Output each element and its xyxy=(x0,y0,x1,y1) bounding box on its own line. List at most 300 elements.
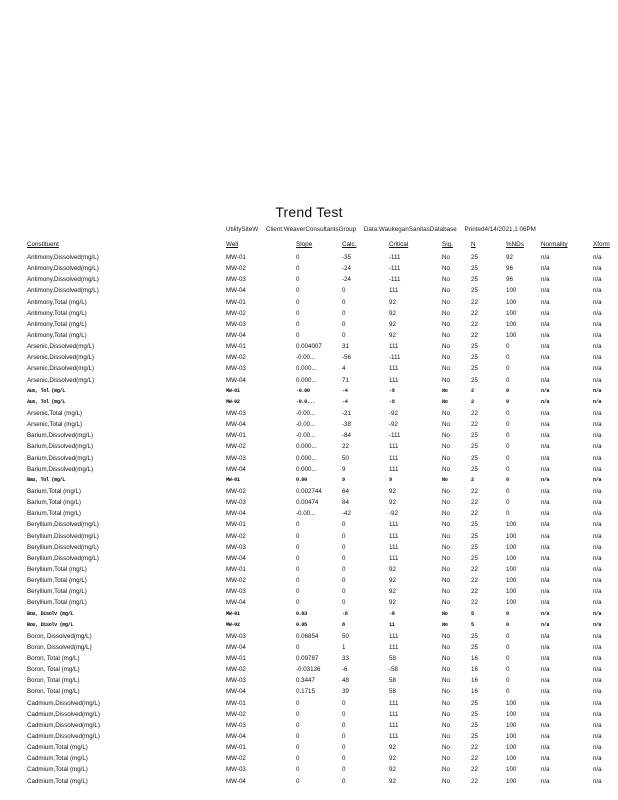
cell-well: MW-03 xyxy=(226,766,246,774)
cell-well: MW-04 xyxy=(226,554,246,562)
cell-critical: 92 xyxy=(389,298,396,306)
cell-calc: 0 xyxy=(342,733,346,741)
table-header xyxy=(0,241,618,251)
table-row xyxy=(0,363,618,374)
table-row xyxy=(0,508,618,519)
cell-well: MW-03 xyxy=(226,365,246,373)
cell-normality: n/a xyxy=(541,320,550,328)
cell-constituent: Beryllium,Dissolved(mg/L) xyxy=(27,532,99,540)
cell-well: MW-01 xyxy=(226,655,246,663)
column-header-pct-nds: %NDs xyxy=(506,241,524,248)
cell-calc: 64 xyxy=(342,487,349,495)
cell-calc: 0 xyxy=(342,309,346,317)
cell-sig: No xyxy=(442,554,450,562)
cell-critical: 58 xyxy=(389,655,396,663)
cell-sig: No xyxy=(442,432,450,440)
cell-critical: 92 xyxy=(389,565,396,573)
cell-pct-nds: 100 xyxy=(506,577,517,585)
table-row xyxy=(0,330,618,341)
cell-constituent: Aus, Tol (mg/L xyxy=(27,398,65,405)
cell-slope: -0.00... xyxy=(296,421,316,429)
cell-calc: 50 xyxy=(342,632,349,640)
cell-constituent: Cadmium,Dissolved(mg/L) xyxy=(27,699,100,707)
cell-critical: 58 xyxy=(389,688,396,696)
cell-critical: 92 xyxy=(389,320,396,328)
cell-sig: No xyxy=(442,655,450,663)
cell-well: MW-04 xyxy=(226,331,246,339)
cell-constituent: Beryllium,Dissolved(mg/L) xyxy=(27,521,99,529)
cell-slope: 0.09787 xyxy=(296,655,319,663)
cell-xform: n/a xyxy=(593,655,602,663)
cell-xform: n/a xyxy=(593,254,602,261)
cell-critical: -9 xyxy=(389,398,395,405)
cell-xform: n/a xyxy=(593,465,602,473)
cell-constituent: Cadmium,Total (mg/L) xyxy=(27,766,88,774)
cell-calc: 0 xyxy=(342,577,346,585)
cell-n: 25 xyxy=(471,343,478,351)
cell-sig: No xyxy=(442,443,450,451)
cell-n: 22 xyxy=(471,577,478,585)
cell-slope: 0.1715 xyxy=(296,688,315,696)
table-row xyxy=(0,408,618,419)
cell-normality: n/a xyxy=(541,298,550,306)
cell-critical: 111 xyxy=(389,532,399,540)
cell-critical: 92 xyxy=(389,766,396,774)
cell-well: MW-04 xyxy=(226,733,246,741)
cell-xform: n/a xyxy=(593,766,602,774)
cell-pct-nds: 100 xyxy=(506,733,517,741)
table-row xyxy=(0,664,618,675)
cell-constituent: Cadmium,Total (mg/L) xyxy=(27,777,88,785)
cell-calc: 0 xyxy=(342,710,346,718)
column-header-well: Well xyxy=(226,241,239,248)
cell-sig: No xyxy=(442,766,450,774)
cell-sig: No xyxy=(442,532,450,540)
cell-sig: No xyxy=(442,621,448,628)
cell-well: MW-03 xyxy=(226,588,246,596)
cell-calc: -56 xyxy=(342,354,351,362)
cell-pct-nds: 0 xyxy=(506,621,509,628)
report-title: Trend Test xyxy=(275,204,343,220)
cell-critical: 111 xyxy=(389,343,399,351)
cell-constituent: Beryllium,Total (mg/L) xyxy=(27,577,87,585)
cell-slope: 0 xyxy=(296,254,300,261)
cell-well: MW-01 xyxy=(226,565,246,573)
cell-slope: 0.000... xyxy=(296,365,317,373)
cell-slope: 0.00474 xyxy=(296,499,319,507)
cell-critical: 111 xyxy=(389,376,399,384)
column-header-slope: Slope xyxy=(296,241,313,248)
cell-n: 25 xyxy=(471,265,478,273)
cell-calc: -84 xyxy=(342,432,351,440)
cell-sig: No xyxy=(442,287,450,295)
cell-sig: No xyxy=(442,354,450,362)
cell-pct-nds: 100 xyxy=(506,554,517,562)
cell-calc: -38 xyxy=(342,421,351,429)
cell-calc: 0 xyxy=(342,298,346,306)
cell-xform: n/a xyxy=(593,432,602,440)
cell-normality: n/a xyxy=(541,610,550,617)
cell-constituent: Arsenic,Dissolved(mg/L) xyxy=(27,365,95,373)
table-row xyxy=(0,519,618,530)
cell-normality: n/a xyxy=(541,276,550,284)
cell-sig: No xyxy=(442,599,450,607)
cell-normality: n/a xyxy=(541,398,550,405)
cell-normality: n/a xyxy=(541,499,550,507)
cell-critical: 9 xyxy=(389,476,392,483)
cell-slope: 0.002744 xyxy=(296,487,322,495)
cell-constituent: Beryllium,Dissolved(mg/L) xyxy=(27,554,99,562)
cell-normality: n/a xyxy=(541,265,550,273)
cell-pct-nds: 0 xyxy=(506,677,510,685)
cell-sig: No xyxy=(442,666,450,674)
cell-critical: 111 xyxy=(389,710,399,718)
cell-n: 25 xyxy=(471,465,478,473)
cell-critical: 111 xyxy=(389,699,399,707)
cell-calc: 0 xyxy=(342,721,346,729)
cell-calc: -4 xyxy=(342,398,348,405)
cell-critical: 111 xyxy=(389,554,399,562)
cell-calc: 0 xyxy=(342,287,346,295)
cell-xform: n/a xyxy=(593,454,602,462)
cell-pct-nds: 0 xyxy=(506,499,510,507)
cell-calc: 33 xyxy=(342,655,349,663)
cell-constituent: Antimony,Dissolved(mg/L) xyxy=(27,276,99,284)
cell-sig: No xyxy=(442,298,450,306)
cell-sig: No xyxy=(442,643,450,651)
cell-normality: n/a xyxy=(541,454,550,462)
cell-slope: -0.03136 xyxy=(296,666,321,674)
cell-constituent: Barium,Dissolved(mg/L) xyxy=(27,465,94,473)
cell-well: MW-02 xyxy=(226,443,246,451)
cell-normality: n/a xyxy=(541,354,550,362)
cell-critical: 111 xyxy=(389,521,399,529)
cell-pct-nds: 0 xyxy=(506,655,510,663)
cell-sig: No xyxy=(442,265,450,273)
cell-slope: -0.00... xyxy=(296,409,316,417)
cell-calc: 1 xyxy=(342,643,346,651)
cell-pct-nds: 0 xyxy=(506,387,509,394)
cell-constituent: Arsenic,Dissolved(mg/L) xyxy=(27,343,95,351)
cell-constituent: Arsenic,Dissolved(mg/L) xyxy=(27,354,95,362)
cell-xform: n/a xyxy=(593,677,602,685)
cell-n: 2 xyxy=(471,398,474,405)
cell-pct-nds: 0 xyxy=(506,421,510,429)
cell-constituent: Antimony,Dissolved(mg/L) xyxy=(27,265,99,273)
cell-sig: No xyxy=(442,677,450,685)
cell-n: 25 xyxy=(471,287,478,295)
cell-constituent: Beryllium,Dissolved(mg/L) xyxy=(27,543,99,551)
cell-xform: n/a xyxy=(593,543,602,551)
cell-n: 5 xyxy=(471,610,474,617)
cell-pct-nds: 100 xyxy=(506,777,517,785)
cell-calc: 39 xyxy=(342,688,349,696)
cell-slope: 0 xyxy=(296,733,300,741)
cell-xform: n/a xyxy=(593,588,602,596)
cell-slope: 0 xyxy=(296,588,300,596)
cell-well: MW-03 xyxy=(226,721,246,729)
cell-critical: 111 xyxy=(389,365,399,373)
cell-sig: No xyxy=(442,577,450,585)
cell-n: 22 xyxy=(471,755,478,763)
cell-constituent: Cadmium,Total (mg/L) xyxy=(27,744,88,752)
cell-xform: n/a xyxy=(593,632,602,640)
cell-n: 22 xyxy=(471,599,478,607)
table-row xyxy=(0,753,618,764)
cell-sig: No xyxy=(442,343,450,351)
cell-slope: 0 xyxy=(296,320,300,328)
cell-xform: n/a xyxy=(593,409,602,417)
cell-calc: 50 xyxy=(342,454,349,462)
cell-constituent: Boron, Total (mg/L) xyxy=(27,688,80,696)
cell-calc: -6 xyxy=(342,666,348,674)
cell-slope: 0 xyxy=(296,755,300,763)
table-row xyxy=(0,553,618,564)
cell-well: MW-03 xyxy=(226,499,246,507)
client-label: Client:WeaverConsultantsGroup xyxy=(265,226,357,233)
cell-n: 25 xyxy=(471,354,478,362)
cell-n: 25 xyxy=(471,632,478,640)
table-row xyxy=(0,531,618,542)
cell-critical: 111 xyxy=(389,454,399,462)
cell-critical: 92 xyxy=(389,777,396,785)
cell-well: MW-04 xyxy=(226,643,246,651)
table-row xyxy=(0,586,618,597)
cell-normality: n/a xyxy=(541,565,550,573)
cell-critical: 111 xyxy=(389,465,399,473)
cell-slope: 0 xyxy=(296,777,300,785)
cell-sig: No xyxy=(442,565,450,573)
cell-calc: 0 xyxy=(342,554,346,562)
cell-xform: n/a xyxy=(593,443,602,451)
table-row xyxy=(0,709,618,720)
cell-pct-nds: 100 xyxy=(506,298,517,306)
table-row xyxy=(0,575,618,586)
cell-normality: n/a xyxy=(541,721,550,729)
cell-sig: No xyxy=(442,688,450,696)
cell-critical: 92 xyxy=(389,499,396,507)
cell-constituent: Barium,Total (mg/L) xyxy=(27,499,81,507)
cell-slope: 0.004007 xyxy=(296,343,322,351)
cell-well: MW-02 xyxy=(226,755,246,763)
cell-normality: n/a xyxy=(541,510,550,518)
cell-normality: n/a xyxy=(541,655,550,663)
cell-xform: n/a xyxy=(593,610,602,617)
cell-sig: No xyxy=(442,465,450,473)
cell-well: MW-02 xyxy=(226,577,246,585)
cell-pct-nds: 0 xyxy=(506,354,510,362)
table-row xyxy=(0,341,618,352)
cell-calc: -8 xyxy=(342,610,348,617)
cell-well: MW-01 xyxy=(226,343,246,351)
cell-xform: n/a xyxy=(593,365,602,373)
cell-calc: -24 xyxy=(342,265,351,273)
cell-well: MW-01 xyxy=(226,476,240,483)
column-header-constituent: Constituent xyxy=(27,241,59,248)
cell-normality: n/a xyxy=(541,755,550,763)
cell-slope: 0 xyxy=(296,309,300,317)
cell-pct-nds: 0 xyxy=(506,343,510,351)
cell-constituent: Beryllium,Total (mg/L) xyxy=(27,588,87,596)
cell-n: 22 xyxy=(471,588,478,596)
cell-calc: -35 xyxy=(342,254,351,261)
table-row xyxy=(0,397,618,408)
cell-xform: n/a xyxy=(593,265,602,273)
table-row xyxy=(0,430,618,441)
cell-n: 25 xyxy=(471,454,478,462)
cell-normality: n/a xyxy=(541,376,550,384)
cell-critical: 92 xyxy=(389,588,396,596)
cell-n: 16 xyxy=(471,688,478,696)
cell-slope: 0.00 xyxy=(296,476,307,483)
cell-constituent: Barium,Dissolved(mg/L) xyxy=(27,432,94,440)
cell-pct-nds: 100 xyxy=(506,744,517,752)
cell-normality: n/a xyxy=(541,699,550,707)
cell-well: MW-03 xyxy=(226,543,246,551)
cell-critical: -8 xyxy=(389,610,395,617)
table-row xyxy=(0,297,618,308)
cell-slope: 0 xyxy=(296,599,300,607)
cell-pct-nds: 0 xyxy=(506,510,510,518)
cell-n: 22 xyxy=(471,331,478,339)
cell-sig: No xyxy=(442,331,450,339)
cell-well: MW-01 xyxy=(226,387,240,394)
cell-calc: 31 xyxy=(342,343,349,351)
table-row xyxy=(0,686,618,697)
column-header-calc: Calc. xyxy=(342,241,357,248)
cell-well: MW-01 xyxy=(226,298,246,306)
cell-xform: n/a xyxy=(593,699,602,707)
cell-well: MW-02 xyxy=(226,354,246,362)
table-row xyxy=(0,675,618,686)
cell-pct-nds: 100 xyxy=(506,599,517,607)
table-row xyxy=(0,274,618,285)
cell-slope: 0 xyxy=(296,521,300,529)
cell-pct-nds: 0 xyxy=(506,365,510,373)
cell-sig: No xyxy=(442,755,450,763)
cell-critical: 92 xyxy=(389,744,396,752)
cell-critical: -111 xyxy=(389,276,401,284)
cell-calc: 0 xyxy=(342,331,346,339)
cell-slope: 0.000... xyxy=(296,376,317,384)
cell-critical: -58 xyxy=(389,666,398,674)
cell-critical: 111 xyxy=(389,632,399,640)
cell-xform: n/a xyxy=(593,510,602,518)
cell-xform: n/a xyxy=(593,710,602,718)
cell-n: 22 xyxy=(471,487,478,495)
cell-pct-nds: 0 xyxy=(506,454,510,462)
cell-constituent: Aus, Tol (mg/L xyxy=(27,387,65,394)
cell-normality: n/a xyxy=(541,365,550,373)
cell-constituent: Antimony,Total (mg/L) xyxy=(27,298,87,306)
cell-xform: n/a xyxy=(593,755,602,763)
cell-xform: n/a xyxy=(593,599,602,607)
cell-n: 22 xyxy=(471,766,478,774)
cell-critical: -92 xyxy=(389,421,398,429)
cell-critical: 11 xyxy=(389,621,395,628)
table-row xyxy=(0,653,618,664)
cell-slope: 0 xyxy=(296,554,300,562)
cell-calc: 4 xyxy=(342,365,346,373)
cell-constituent: Arsenic,Dissolved(mg/L) xyxy=(27,376,95,384)
cell-sig: No xyxy=(442,365,450,373)
cell-xform: n/a xyxy=(593,309,602,317)
column-header-critical: Critical xyxy=(389,241,409,248)
cell-n: 16 xyxy=(471,666,478,674)
cell-slope: 0.06854 xyxy=(296,632,319,640)
cell-constituent: Beryllium,Total (mg/L) xyxy=(27,599,87,607)
cell-n: 22 xyxy=(471,777,478,785)
cell-constituent: Bou, Disolv (mg/L xyxy=(27,621,74,628)
cell-sig: No xyxy=(442,421,450,429)
cell-calc: 0 xyxy=(342,532,346,540)
cell-sig: No xyxy=(442,276,450,284)
cell-sig: No xyxy=(442,588,450,596)
cell-xform: n/a xyxy=(593,744,602,752)
cell-well: MW-04 xyxy=(226,465,246,473)
table-row xyxy=(0,720,618,731)
cell-pct-nds: 0 xyxy=(506,409,510,417)
cell-critical: 111 xyxy=(389,287,399,295)
cell-n: 25 xyxy=(471,276,478,284)
cell-slope: 0 xyxy=(296,287,300,295)
cell-n: 22 xyxy=(471,309,478,317)
cell-critical: -92 xyxy=(389,510,398,518)
cell-n: 25 xyxy=(471,543,478,551)
cell-constituent: Antimony,Total (mg/L) xyxy=(27,331,87,339)
cell-constituent: Antimony,Dissolved(mg/L) xyxy=(27,254,99,261)
cell-n: 25 xyxy=(471,699,478,707)
cell-pct-nds: 100 xyxy=(506,699,517,707)
cell-well: MW-02 xyxy=(226,532,246,540)
cell-slope: -0.00... xyxy=(296,354,316,362)
cell-n: 22 xyxy=(471,565,478,573)
cell-normality: n/a xyxy=(541,421,550,429)
table-row xyxy=(0,441,618,452)
cell-critical: -92 xyxy=(389,409,398,417)
cell-well: MW-01 xyxy=(226,610,240,617)
cell-normality: n/a xyxy=(541,766,550,774)
table-row xyxy=(0,776,618,787)
cell-slope: 0 xyxy=(296,298,300,306)
cell-critical: 92 xyxy=(389,599,396,607)
cell-n: 16 xyxy=(471,655,478,663)
cell-sig: No xyxy=(442,487,450,495)
cell-xform: n/a xyxy=(593,521,602,529)
cell-sig: No xyxy=(442,744,450,752)
cell-constituent: Boron, Total (mg/L) xyxy=(27,655,80,663)
cell-well: MW-02 xyxy=(226,487,246,495)
cell-well: MW-04 xyxy=(226,777,246,785)
cell-xform: n/a xyxy=(593,476,602,483)
table-row xyxy=(0,631,618,642)
column-header-sig: Sig. xyxy=(442,241,453,248)
cell-xform: n/a xyxy=(593,554,602,562)
cell-constituent: Barium,Dissolved(mg/L) xyxy=(27,454,94,462)
cell-critical: 111 xyxy=(389,643,399,651)
cell-slope: 0 xyxy=(296,276,300,284)
cell-n: 25 xyxy=(471,443,478,451)
cell-normality: n/a xyxy=(541,343,550,351)
cell-pct-nds: 0 xyxy=(506,465,510,473)
cell-pct-nds: 100 xyxy=(506,331,517,339)
cell-critical: 58 xyxy=(389,677,396,685)
cell-calc: 0 xyxy=(342,777,346,785)
cell-pct-nds: 0 xyxy=(506,666,510,674)
cell-well: MW-04 xyxy=(226,287,246,295)
cell-calc: 0 xyxy=(342,320,346,328)
cell-normality: n/a xyxy=(541,287,550,295)
